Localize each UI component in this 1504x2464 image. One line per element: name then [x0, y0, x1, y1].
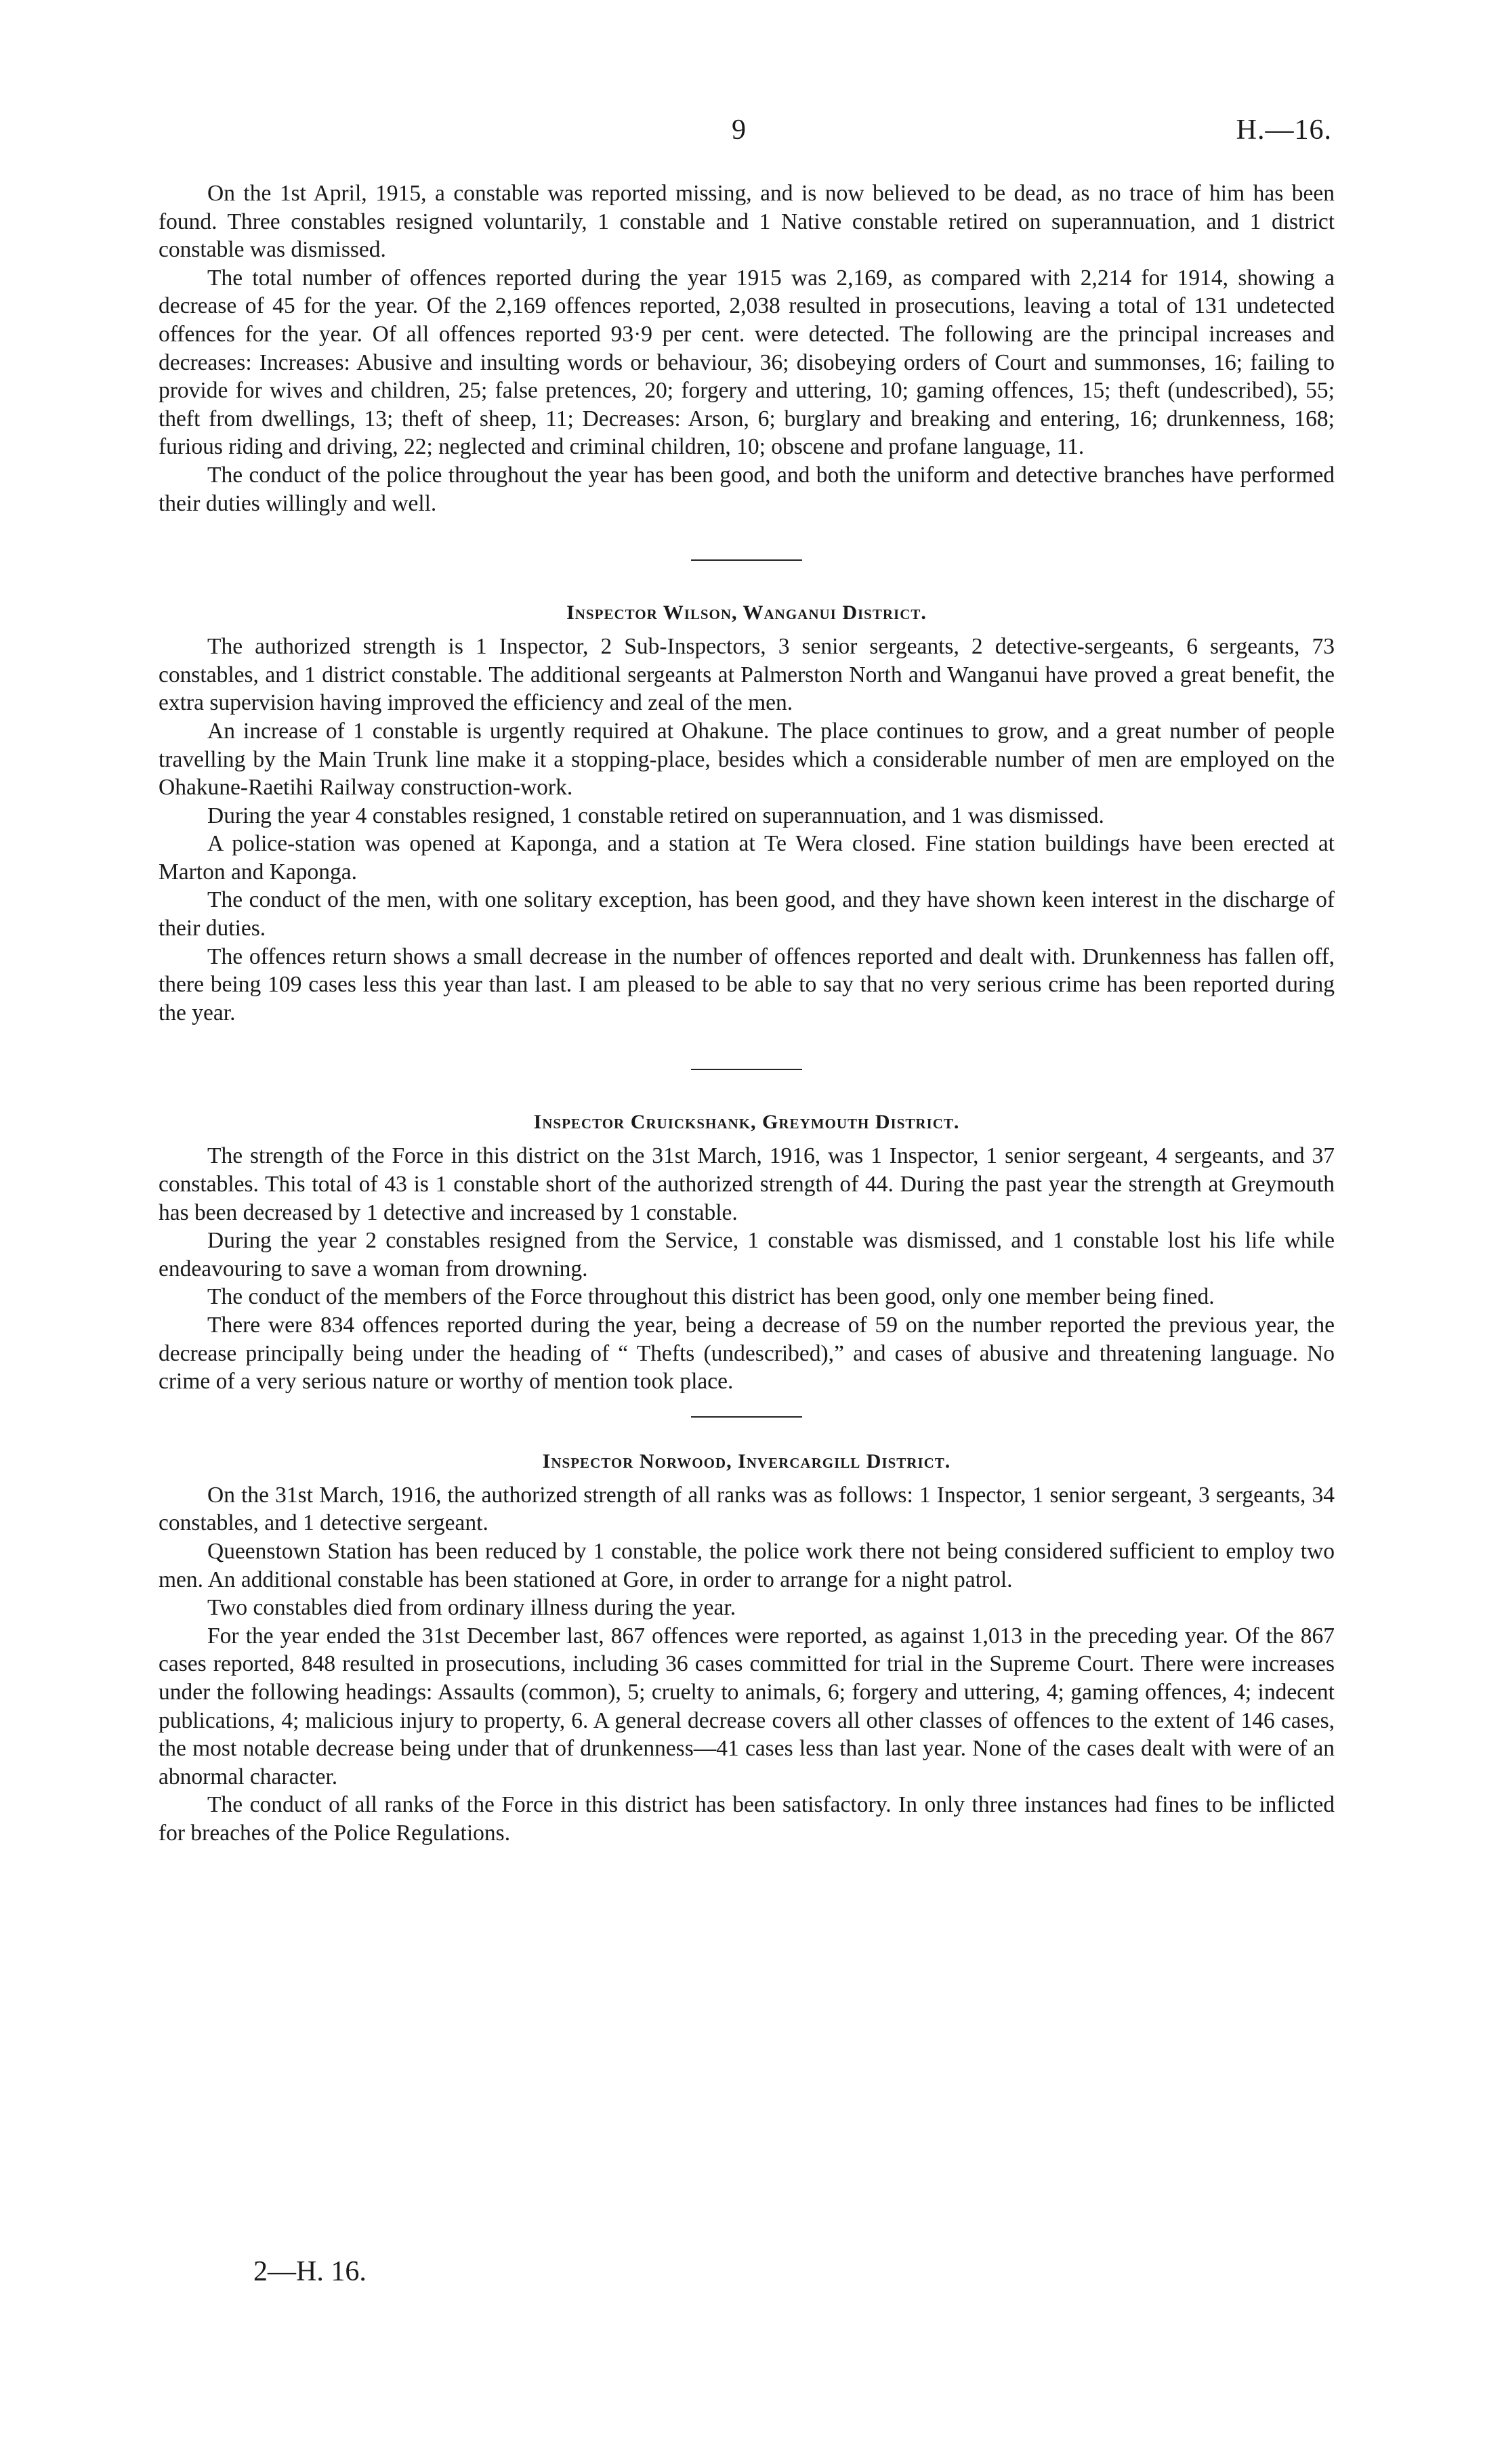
- paragraph: There were 834 offences reported during the year, being a decrease of 59 on the number reported the previous year, the decrease principally being under the heading of “ Thefts (undescribed),” and cases of abusive and threatening language. No crime of a very serious nature or worthy of mention took place.: [159, 1313, 1335, 1395]
- section-divider: [691, 559, 802, 561]
- paragraph: On the 31st March, 1916, the authorized strength of all ranks was as follows: 1 Inspector, 1 senior sergeant, 3 sergeants, 34 constables, and 1 detective sergeant.: [159, 1482, 1335, 1536]
- cruickshank-section: [159, 1111, 1335, 1395]
- paragraph: On the 1st April, 1915, a constable was reported missing, and is now believed to be dead, as no trace of him has been found. Three constables resigned voluntarily, 1 constable and 1 Native constable retired on superannuation, and 1 district constable was dismissed.: [159, 181, 1335, 263]
- paragraph: The conduct of the men, with one solitary exception, has been good, and they have shown keen interest in the discharge of their duties.: [159, 887, 1335, 941]
- wilson-section: [159, 601, 1335, 1027]
- paragraph: An increase of 1 constable is urgently required at Ohakune. The place continues to grow, and a great number of people travelling by the Main Trunk line make it a stopping-place, besides which a considerable number of men are employed on the Ohakune-Raetihi Railway construction-work.: [159, 718, 1335, 801]
- section-divider: [691, 1416, 802, 1418]
- paragraph: The total number of offences reported during the year 1915 was 2,169, as compared with 2,214 for 1914, showing a decrease of 45 for the year. Of the 2,169 offences reported, 2,038 resulted in prosecutions, leaving a total of 131 undetected offences for the year. Of all offences reported 93·9 per cent. were detected. The following are the principal increases and decreases: Increases: Abusive and insulting words or behaviour, 36; disobeying orders of Court and summonses, 16; failing to provide for wives and children, 25; false pretences, 20; forgery and uttering, 10; gaming offences, 15; theft (undescribed), 55; theft from dwellings, 13; theft of sheep, 11; Decreases: Arson, 6; burglary and breaking and entering, 16; drunkenness, 168; furious riding and driving, 22; neglected and criminal children, 10; obscene and profane language, 11.: [159, 265, 1335, 460]
- paragraph: During the year 4 constables resigned, 1 constable retired on superannuation, and 1 was dismissed.: [207, 803, 1104, 828]
- paragraph: The conduct of the police throughout the year has been good, and both the uniform and detective branches have performed their duties willingly and well.: [159, 462, 1335, 516]
- section-heading: Inspector Cruickshank, Greymouth District.: [533, 1111, 960, 1134]
- paragraph: The conduct of all ranks of the Force in this district has been satisfactory. In only three instances had fines to be inflicted for breaches of the Police Regulations.: [159, 1792, 1335, 1846]
- page-number: 9: [732, 114, 746, 146]
- page-body: [159, 179, 1335, 1848]
- page-header: [0, 114, 1504, 161]
- paragraph: For the year ended the 31st December last, 867 offences were reported, as against 1,013 in the preceding year. Of the 867 cases reported, 848 resulted in prosecutions, including 36 cases committed for trial in the Supreme Court. There were increases under the following headings: Assaults (common), 5; cruelty to animals, 6; forgery and uttering, 4; gaming offences, 4; indecent publications, 4; malicious injury to property, 6. A general decrease covers all other classes of offences to the extent of 146 cases, the most notable decrease being under that of drunkenness—41 cases less than last year. None of the cases dealt with were of an abnormal character.: [159, 1623, 1335, 1789]
- paragraph: The strength of the Force in this district on the 31st March, 1916, was 1 Inspector, 1 senior sergeant, 4 sergeants, and 37 constables. This total of 43 is 1 constable short of the authorized strength of 44. During the past year the strength at Greymouth has been decreased by 1 detective and increased by 1 constable.: [159, 1143, 1335, 1225]
- intro-section: [159, 179, 1335, 517]
- section-heading: Inspector Norwood, Invercargill District.: [542, 1449, 951, 1472]
- paragraph: A police-station was opened at Kaponga, and a station at Te Wera closed. Fine station buildings have been erected at Marton and Kaponga.: [159, 831, 1335, 885]
- paragraph: Two constables died from ordinary illness during the year.: [207, 1595, 736, 1621]
- section-heading: Inspector Wilson, Wanganui District.: [566, 601, 927, 624]
- paragraph: The authorized strength is 1 Inspector, 2 Sub-Inspectors, 3 senior sergeants, 2 detective-sergeants, 6 sergeants, 73 constables, and 1 district constable. The additional sergeants at Palmerston North and Wanganui have proved a great benefit, the extra supervision having improved the efficiency and zeal of the men.: [159, 634, 1335, 716]
- paragraph: During the year 2 constables resigned from the Service, 1 constable was dismissed, and 1 constable lost his life while endeavouring to save a woman from drowning.: [159, 1228, 1335, 1281]
- paragraph: Queenstown Station has been reduced by 1 constable, the police work there not being considered sufficient to employ two men. An additional constable has been stationed at Gore, in order to arrange for a night patrol.: [159, 1538, 1335, 1592]
- signature-reference: 2—H. 16.: [253, 2256, 367, 2287]
- norwood-section: [159, 1450, 1335, 1848]
- section-divider: [691, 1069, 802, 1070]
- document-reference: H.—16.: [1236, 114, 1332, 146]
- paragraph: The offences return shows a small decrease in the number of offences reported and dealt with. Drunkenness has fallen off, there being 109 cases less this year than last. I am pleased to be able to say that no very serious crime has been reported during the year.: [159, 943, 1335, 1025]
- paragraph: The conduct of the members of the Force throughout this district has been good, only one member being fined.: [207, 1284, 1215, 1310]
